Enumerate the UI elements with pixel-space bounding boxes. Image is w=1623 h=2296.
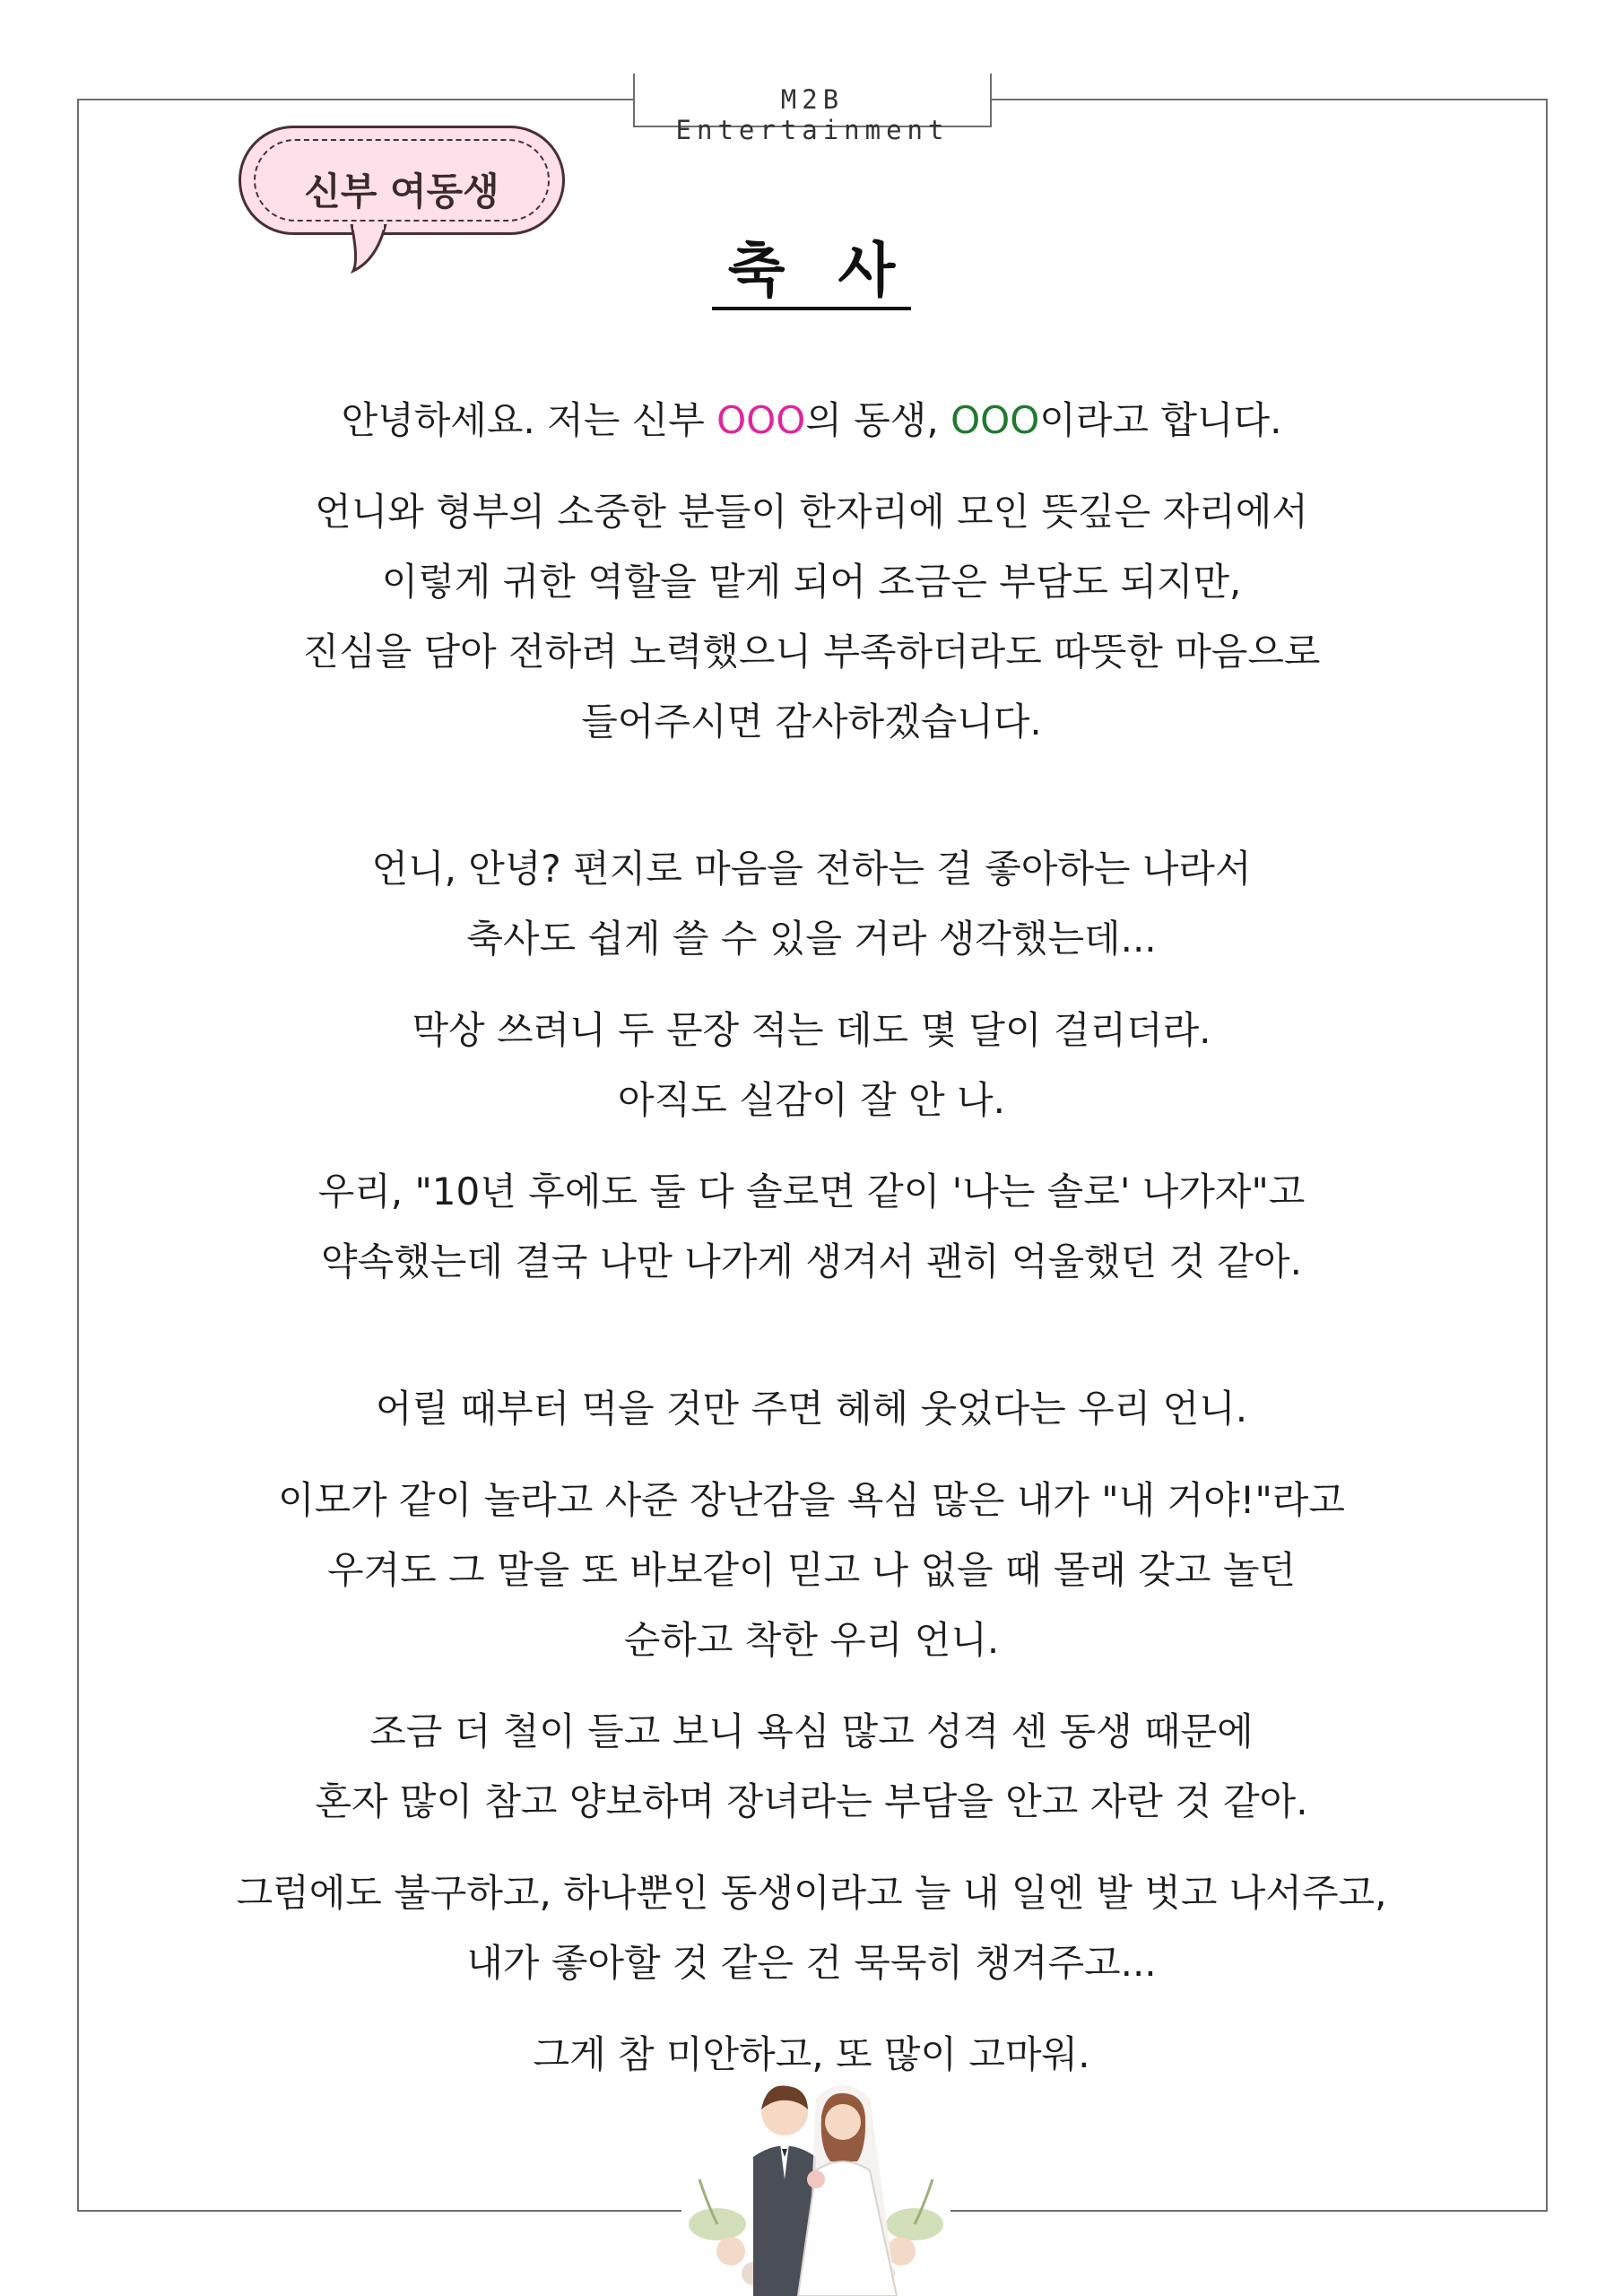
paragraph-4 <box>161 996 1462 1135</box>
text-line: 어릴 때부터 먹을 것만 주면 헤헤 웃었다는 우리 언니. <box>375 1387 1248 1431</box>
text-line: 언니와 형부의 소중한 분들이 한자리에 모인 뜻깊은 자리에서 <box>315 490 1308 534</box>
paragraph-8 <box>161 1697 1462 1837</box>
role-badge <box>239 126 565 235</box>
bride-name-placeholder: OOO <box>716 398 806 442</box>
paragraph-2 <box>161 477 1462 757</box>
text-line: 이모가 같이 놀라고 사준 장난감을 욕심 많은 내가 "내 거야!"라고 <box>278 1478 1345 1522</box>
speech-body <box>161 386 1462 2090</box>
text-line: 축사도 쉽게 쓸 수 있을 거라 생각했는데... <box>466 917 1157 961</box>
text-line: 혼자 많이 참고 양보하며 장녀라는 부담을 안고 자란 것 같아. <box>315 1779 1308 1823</box>
intro-text-b: 의 동생, <box>805 398 951 442</box>
text-line: 내가 좋아할 것 같은 건 묵묵히 챙겨주고... <box>466 1941 1157 1985</box>
text-line: 이렇게 귀한 역할을 맡게 되어 조금은 부담도 되지만, <box>381 560 1242 604</box>
page-title <box>0 222 1623 308</box>
brand-name: M2B Entertainment <box>675 84 950 145</box>
text-line: 순하고 착한 우리 언니. <box>623 1618 1000 1662</box>
bride-figure-icon <box>798 2085 897 2296</box>
text-line: 우리, "10년 후에도 둘 다 솔로면 같이 '나는 솔로' 나가자"고 <box>317 1170 1306 1213</box>
text-line: 그럼에도 불구하고, 하나뿐인 동생이라고 늘 내 일엔 발 벗고 나서주고, <box>236 1871 1387 1915</box>
badge-label: 신부 여동생 <box>304 170 499 213</box>
text-line: 그게 참 미안하고, 또 많이 고마워. <box>533 2032 1090 2076</box>
paragraph-6 <box>161 1374 1462 1444</box>
intro-text-a: 안녕하세요. 저는 신부 <box>341 398 717 442</box>
text-line: 우겨도 그 말을 또 바보같이 믿고 나 없을 때 몰래 갖고 놀던 <box>326 1548 1296 1592</box>
paragraph-5 <box>161 1157 1462 1297</box>
paragraph-9 <box>161 1858 1462 1998</box>
intro-line <box>161 386 1462 456</box>
text-line: 약속했는데 결국 나만 나가게 생겨서 괜히 억울했던 것 같아. <box>321 1239 1302 1283</box>
text-line: 조금 더 철이 들고 보니 욕심 많고 성격 센 동생 때문에 <box>369 1709 1254 1753</box>
text-line: 막상 쓰려니 두 문장 적는 데도 몇 달이 걸리더라. <box>412 1008 1211 1052</box>
text-line: 들어주시면 감사하겠습니다. <box>581 700 1042 744</box>
bride-and-groom-illustration-icon <box>681 2072 950 2296</box>
text-line: 진심을 담아 전하려 노력했으니 부족하더라도 따뜻한 마음으로 <box>302 630 1321 674</box>
text-line: 아직도 실감이 잘 안 나. <box>618 1078 1005 1122</box>
intro-text-c: 이라고 합니다. <box>1039 398 1282 442</box>
speaker-name-placeholder: OOO <box>950 398 1040 442</box>
brand-header <box>633 74 992 145</box>
paragraph-7 <box>161 1465 1462 1675</box>
paragraph-3 <box>161 834 1462 974</box>
page-title-text: 축 사 <box>712 236 912 310</box>
text-line: 언니, 안녕? 편지로 마음을 전하는 걸 좋아하는 나라서 <box>371 847 1252 891</box>
